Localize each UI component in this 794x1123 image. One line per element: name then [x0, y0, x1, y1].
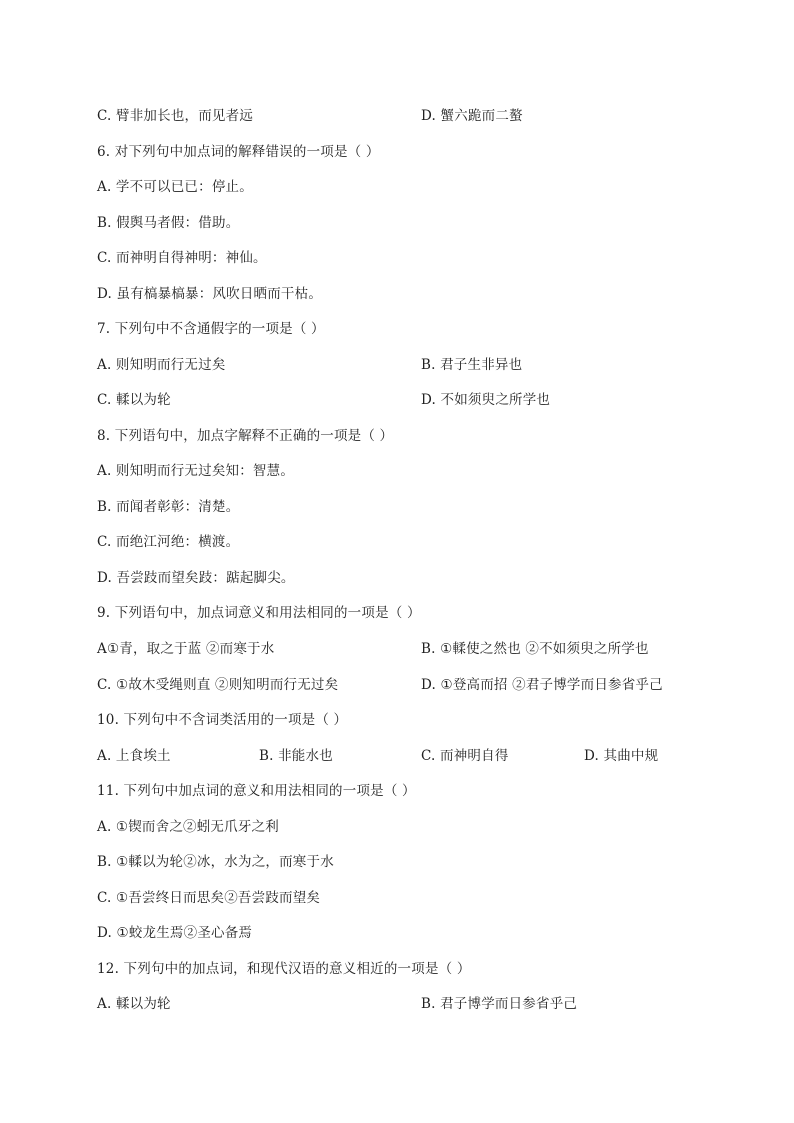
question-11-option-a: A. ①锲而舍之②蚓无爪牙之利	[97, 819, 279, 835]
question-12: 12. 下列句中的加点词，和现代汉语的意义相近的一项是（ ）	[97, 961, 471, 977]
question-7-option-d: D. 不如须臾之所学也	[421, 392, 551, 408]
question-11-option-b: B. ①輮以为轮②冰，水为之，而寒于水	[97, 854, 334, 870]
option-d: D. 蟹六跪而二螯	[421, 108, 523, 124]
option-c: C. 臂非加长也，而见者远	[97, 108, 254, 124]
question-8-option-b: B. 而闻者彰彰：清楚。	[97, 499, 240, 515]
question-6: 6. 对下列句中加点词的解释错误的一项是（ ）	[97, 144, 380, 160]
question-10: 10. 下列句中不含词类活用的一项是（ ）	[97, 712, 348, 728]
question-6-option-d: D. 虽有槁暴槁暴：风吹日晒而干枯。	[97, 286, 323, 302]
question-6-option-c: C. 而神明自得神明：神仙。	[97, 250, 267, 266]
question-11: 11. 下列句中加点词的意义和用法相同的一项是（ ）	[97, 783, 416, 799]
question-9-option-c: C. ①故木受绳则直 ②则知明而行无过矣	[97, 677, 339, 693]
question-9: 9. 下列语句中，加点词意义和用法相同的一项是（ ）	[97, 605, 421, 621]
question-8-option-c: C. 而绝江河绝：横渡。	[97, 534, 240, 550]
question-8-option-d: D. 吾尝跂而望矣跂：踮起脚尖。	[97, 570, 295, 586]
question-12-option-b: B. 君子博学而日参省乎己	[421, 996, 578, 1012]
question-10-option-d: D. 其曲中规	[584, 748, 659, 764]
question-7-option-b: B. 君子生非异也	[421, 357, 523, 373]
question-6-option-b: B. 假舆马者假：借助。	[97, 215, 240, 231]
question-6-option-a: A. 学不可以已已：停止。	[97, 179, 253, 195]
question-9-option-d: D. ①登高而招 ②君子博学而日参省乎己	[421, 677, 663, 693]
question-11-option-d: D. ①蛟龙生焉②圣心备焉	[97, 925, 253, 941]
question-9-option-a: A①青，取之于蓝 ②而寒于水	[97, 641, 275, 657]
question-10-option-b: B. 非能水也	[259, 748, 333, 764]
question-12-option-a: A. 輮以为轮	[97, 996, 171, 1012]
question-7: 7. 下列句中不含通假字的一项是（ ）	[97, 321, 325, 337]
question-8: 8. 下列语句中，加点字解释不正确的一项是（ ）	[97, 428, 394, 444]
question-11-option-c: C. ①吾尝终日而思矣②吾尝跂而望矣	[97, 890, 321, 906]
question-7-option-c: C. 輮以为轮	[97, 392, 171, 408]
question-10-option-a: A. 上食埃土	[97, 748, 171, 764]
question-10-option-c: C. 而神明自得	[421, 748, 509, 764]
question-9-option-b: B. ①輮使之然也 ②不如须臾之所学也	[421, 641, 649, 657]
question-7-option-a: A. 则知明而行无过矣	[97, 357, 226, 373]
question-8-option-a: A. 则知明而行无过矣知：智慧。	[97, 463, 295, 479]
